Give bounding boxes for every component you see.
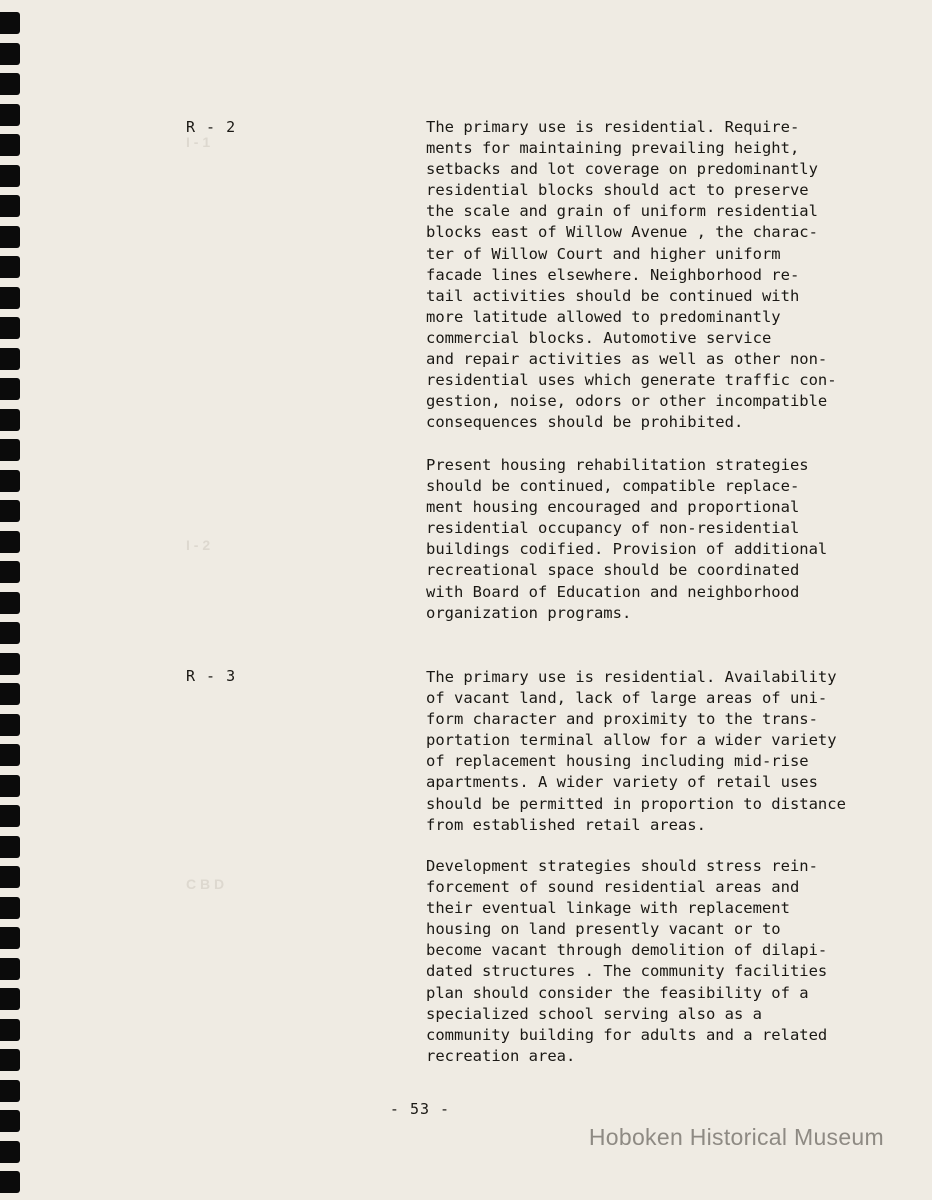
binding-hole (0, 622, 20, 644)
binding-hole (0, 836, 20, 858)
text-line: Development strategies should stress rein- (426, 857, 818, 875)
text-line: of vacant land, lack of large areas of uni- (426, 689, 828, 708)
museum-watermark: Hoboken Historical Museum (588, 1124, 884, 1150)
binding-hole (0, 348, 20, 370)
text-line: buildings codified. Provision of additional (426, 540, 828, 559)
r2-paragraph-1 (426, 117, 866, 433)
r3-paragraph-2 (426, 856, 866, 1067)
text-line: become vacant through demolition of dilapi- (426, 941, 828, 960)
binding-hole (0, 165, 20, 187)
text-line: from established retail areas. (426, 815, 706, 834)
binding-hole (0, 805, 20, 827)
text-line: tail activities should be continued with (426, 286, 800, 305)
text-line: should be permitted in proportion to distance (426, 794, 846, 813)
binding-hole (0, 43, 20, 65)
text-line: commercial blocks. Automotive service (426, 328, 772, 347)
text-line: ment housing encouraged and proportional (426, 498, 800, 517)
bleed-through-text: C B D (186, 876, 225, 892)
text-line: residential occupancy of non-residential (426, 519, 800, 538)
binding-hole (0, 683, 20, 705)
text-line: organization programs. (426, 603, 632, 622)
text-line: specialized school serving also as a (426, 1004, 762, 1023)
text-line: setbacks and lot coverage on predominantly (426, 160, 818, 179)
binding-hole (0, 1171, 20, 1193)
text-line: consequences should be prohibited. (426, 413, 744, 432)
text-line: with Board of Education and neighborhood (426, 582, 800, 601)
binding-hole (0, 226, 20, 248)
binding-hole (0, 1141, 20, 1163)
binding-hole (0, 653, 20, 675)
binding-hole (0, 1019, 20, 1041)
text-line: The primary use is residential. Require- (426, 118, 800, 136)
binding-hole (0, 195, 20, 217)
binding-hole (0, 866, 20, 888)
binding-hole (0, 500, 20, 522)
text-line: The primary use is residential. Availability (426, 668, 837, 686)
r2-paragraph-2 (426, 455, 866, 624)
text-line: residential uses which generate traffic con- (426, 371, 837, 390)
text-line: recreational space should be coordinated (426, 561, 800, 580)
binding-hole (0, 927, 20, 949)
binding-hole (0, 897, 20, 919)
binding-hole (0, 744, 20, 766)
text-line: blocks east of Willow Avenue , the charac- (426, 223, 818, 242)
text-line: facade lines elsewhere. Neighborhood re- (426, 265, 800, 284)
text-line: should be continued, compatible replace- (426, 477, 800, 496)
binding-hole (0, 470, 20, 492)
text-line: gestion, noise, odors or other incompatible (426, 392, 828, 411)
text-line: of replacement housing including mid-rise (426, 752, 809, 771)
text-line: plan should consider the feasibility of a (426, 983, 809, 1002)
binding-hole (0, 775, 20, 797)
bleed-through-text: I - 1 (186, 134, 211, 150)
text-line: residential blocks should act to preserve (426, 181, 809, 200)
text-line: recreation area. (426, 1046, 576, 1065)
section-label-r3: R - 3 (186, 667, 237, 685)
text-line: and repair activities as well as other non- (426, 350, 828, 369)
binding-hole (0, 12, 20, 34)
text-line: form character and proximity to the trans- (426, 710, 818, 729)
text-line: housing on land presently vacant or to (426, 920, 781, 939)
binding-hole (0, 287, 20, 309)
text-line: Present housing rehabilitation strategies (426, 456, 809, 474)
spiral-binding (0, 0, 22, 1200)
binding-hole (0, 1080, 20, 1102)
binding-hole (0, 958, 20, 980)
binding-hole (0, 592, 20, 614)
bleed-through-text: I - 2 (186, 537, 211, 553)
text-line: apartments. A wider variety of retail uses (426, 773, 818, 792)
binding-hole (0, 561, 20, 583)
binding-hole (0, 134, 20, 156)
text-line: forcement of sound residential areas and (426, 878, 800, 897)
binding-hole (0, 531, 20, 553)
binding-hole (0, 988, 20, 1010)
text-line: ter of Willow Court and higher uniform (426, 244, 781, 263)
r3-paragraph-1 (426, 667, 866, 836)
binding-hole (0, 73, 20, 95)
binding-hole (0, 256, 20, 278)
binding-hole (0, 409, 20, 431)
text-line: the scale and grain of uniform residential (426, 202, 818, 221)
binding-hole (0, 378, 20, 400)
text-line: portation terminal allow for a wider variety (426, 731, 837, 750)
text-line: ments for maintaining prevailing height, (426, 139, 800, 158)
text-line: community building for adults and a related (426, 1025, 828, 1044)
binding-hole (0, 1049, 20, 1071)
binding-hole (0, 104, 20, 126)
page-number: - 53 - (389, 1100, 451, 1118)
binding-hole (0, 317, 20, 339)
text-line: more latitude allowed to predominantly (426, 307, 781, 326)
binding-hole (0, 714, 20, 736)
binding-hole (0, 439, 20, 461)
text-line: dated structures . The community facilities (426, 962, 828, 981)
text-line: their eventual linkage with replacement (426, 899, 790, 918)
section-label-r2: R - 2 (186, 118, 237, 136)
